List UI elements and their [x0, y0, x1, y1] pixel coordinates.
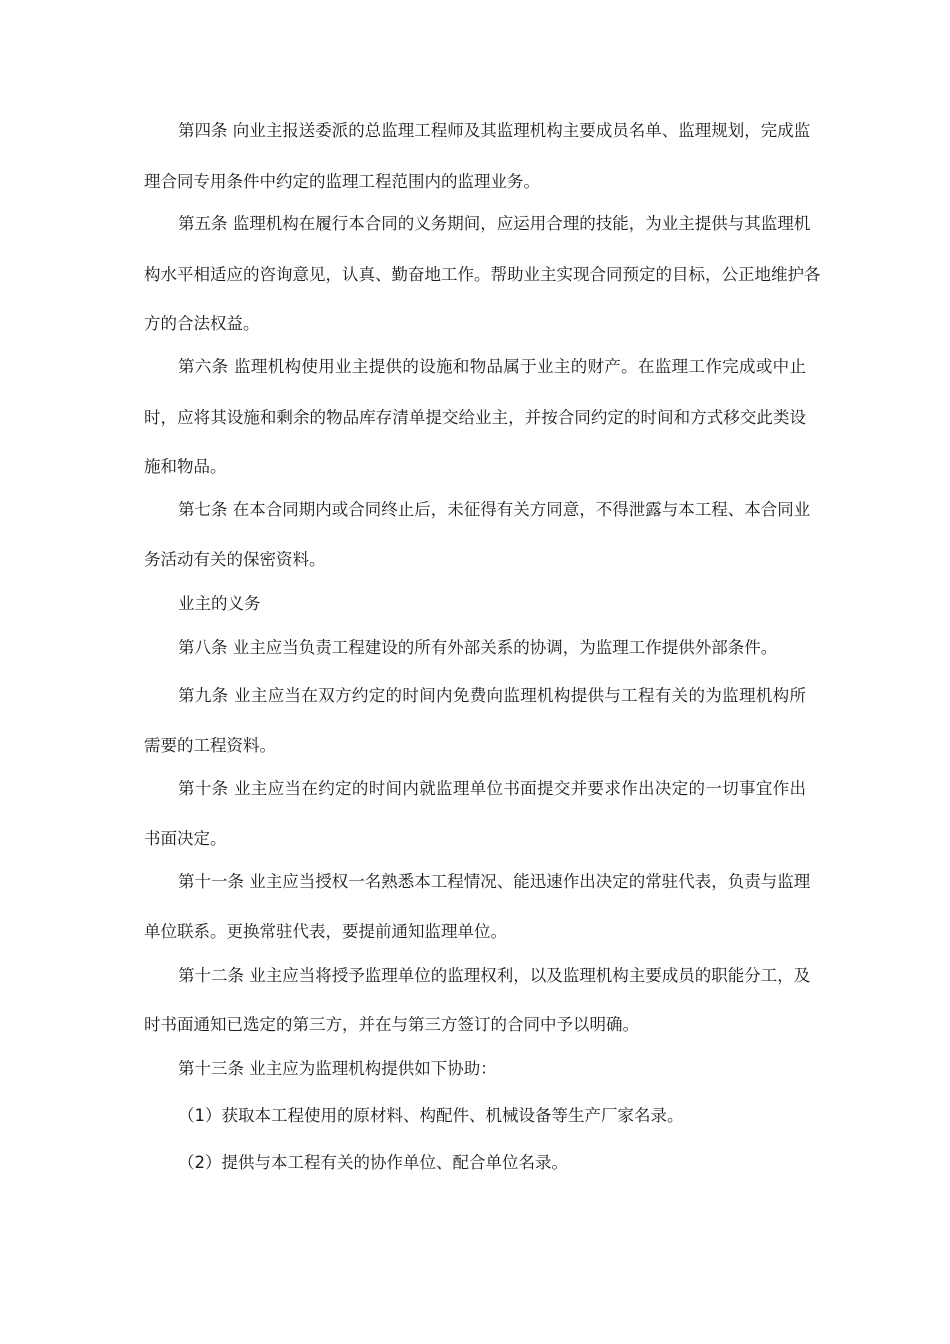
paragraph-line: 务活动有关的保密资料。 — [144, 550, 326, 569]
paragraph-line: 书面决定。 — [144, 829, 227, 848]
paragraph-line: 构水平相适应的咨询意见，认真、勤奋地工作。帮助业主实现合同预定的目标，公正地维护各 — [144, 265, 821, 284]
paragraph-line: 第十三条 业主应为监理机构提供如下协助： — [178, 1059, 497, 1078]
paragraph-line: 第四条 向业主报送委派的总监理工程师及其监理机构主要成员名单、监理规划，完成监 — [178, 121, 811, 140]
paragraph-line: 第九条 业主应当在双方约定的时间内免费向监理机构提供与工程有关的为监理机构所 — [178, 686, 806, 705]
paragraph-line: 第六条 监理机构使用业主提供的设施和物品属于业主的财产。在监理工作完成或中止 — [178, 357, 806, 376]
paragraph-line: 需要的工程资料。 — [144, 736, 276, 755]
paragraph-line: 施和物品。 — [144, 457, 227, 476]
paragraph-line: 第七条 在本合同期内或合同终止后，未征得有关方同意，不得泄露与本工程、本合同业 — [178, 500, 811, 519]
paragraph-line: 理合同专用条件中约定的监理工程范围内的监理业务。 — [144, 172, 540, 191]
paragraph-line: 方的合法权益。 — [144, 314, 260, 333]
paragraph-line: 第十二条 业主应当将授予监理单位的监理权利，以及监理机构主要成员的职能分工，及 — [178, 966, 811, 985]
paragraph-line: 第十一条 业主应当授权一名熟悉本工程情况、能迅速作出决定的常驻代表，负责与监理 — [178, 872, 811, 891]
list-item: （1）获取本工程使用的原材料、构配件、机械设备等生产厂家名录。 — [178, 1106, 684, 1125]
paragraph-line: 第十条 业主应当在约定的时间内就监理单位书面提交并要求作出决定的一切事宜作出 — [178, 779, 806, 798]
paragraph-line: 单位联系。更换常驻代表，要提前通知监理单位。 — [144, 922, 507, 941]
paragraph-line: 时，应将其设施和剩余的物品库存清单提交给业主，并按合同约定的时间和方式移交此类设 — [144, 408, 806, 427]
paragraph-line: 第五条 监理机构在履行本合同的义务期间，应运用合理的技能，为业主提供与其监理机 — [178, 214, 811, 233]
paragraph-line: 时书面通知已选定的第三方，并在与第三方签订的合同中予以明确。 — [144, 1015, 639, 1034]
section-heading: 业主的义务 — [178, 594, 261, 613]
list-item: （2）提供与本工程有关的协作单位、配合单位名录。 — [178, 1153, 568, 1172]
paragraph-line: 第八条 业主应当负责工程建设的所有外部关系的协调，为监理工作提供外部条件。 — [178, 638, 778, 657]
